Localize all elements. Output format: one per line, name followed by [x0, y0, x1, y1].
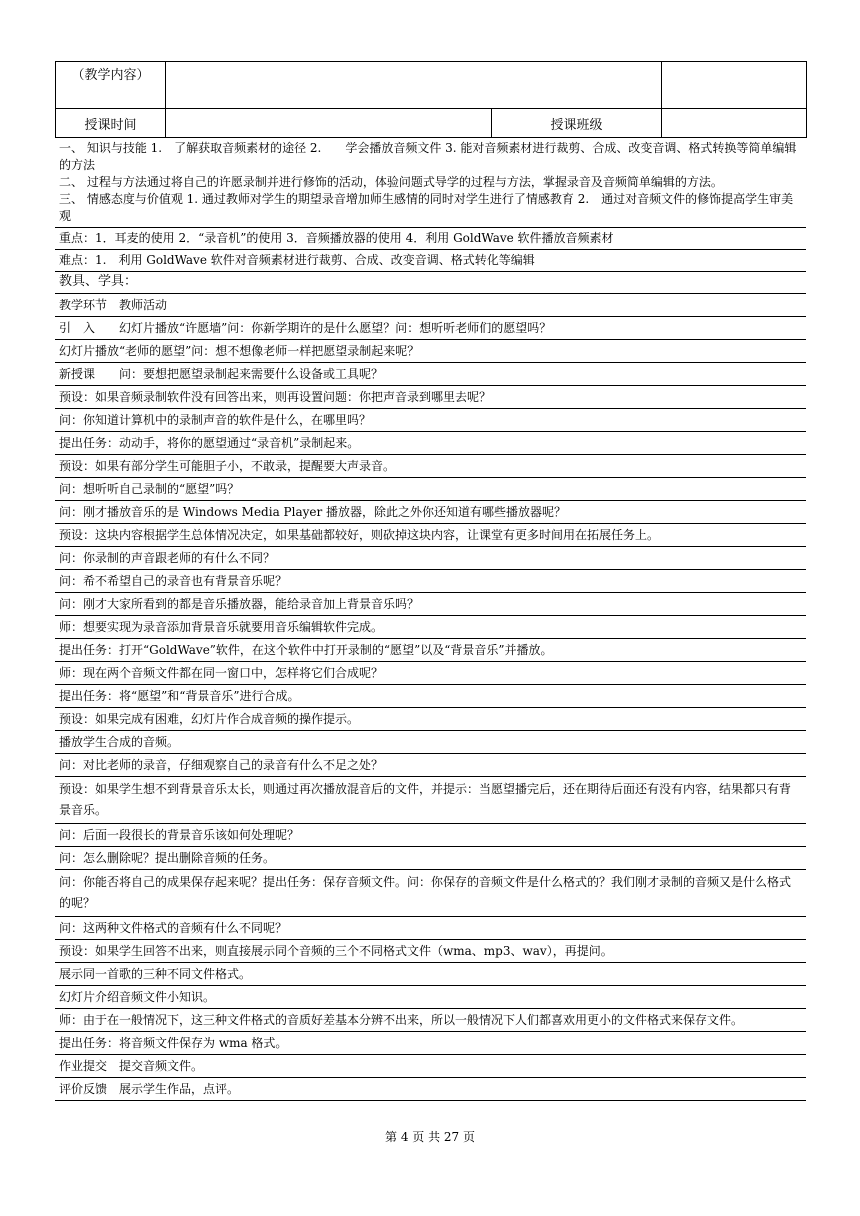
activity-row: 问：你知道计算机中的录制声音的软件是什么，在哪里吗？	[55, 409, 806, 432]
activity-row: 问：这两种文件格式的音频有什么不同呢？	[55, 917, 806, 940]
activity-row: 问：希不希望自己的录音也有背景音乐呢？	[55, 570, 806, 593]
activity-row: 预设：如果音频录制软件没有回答出来，则再设置问题：你把声音录到哪里去呢？	[55, 386, 806, 409]
difficulties: 难点：1. 利用 GoldWave 软件对音频素材进行裁剪、合成、改变音调、格式转化等编辑	[55, 250, 806, 272]
activity-row: 预设：这块内容根据学生总体情况决定，如果基础都较好，则砍掉这块内容，让课堂有更多时间用在拓展任务上。	[55, 524, 806, 547]
key-points: 重点：1．耳麦的使用 2．“录音机”的使用 3．音频播放器的使用 4．利用 GoldWave 软件播放音频素材	[55, 228, 806, 250]
activity-row: 预设：如果有部分学生可能胆子小，不敢录，提醒要大声录音。	[55, 455, 806, 478]
activity-row: 师：想要实现为录音添加背景音乐就要用音乐编辑软件完成。	[55, 616, 806, 639]
activity-row-long-1: 预设：如果学生想不到背景音乐太长，则通过再次播放混音后的文件，并提示：当愿望播完后，还在期待后面还有没有内容，结果都只有背景音乐。	[55, 777, 806, 824]
activity-row: 提出任务：打开“GoldWave”软件，在这个软件中打开录制的“愿望”以及“背景音乐”并播放。	[55, 639, 806, 662]
activity-row: 评价反馈 展示学生作品，点评。	[55, 1078, 806, 1101]
activity-row-long-2: 问：你能否将自己的成果保存起来呢？提出任务：保存音频文件。问：你保存的音频文件是什么格式的？我们刚才录制的音频又是什么格式的呢？	[55, 870, 806, 917]
activity-row: 问：后面一段很长的背景音乐该如何处理呢？	[55, 824, 806, 847]
class-label: 授课班级	[492, 109, 662, 138]
activity-row: 作业提交 提交音频文件。	[55, 1055, 806, 1078]
activity-row: 播放学生合成的音频。	[55, 731, 806, 754]
content-extra-cell	[662, 62, 807, 109]
objective-process: 二、 过程与方法通过将自己的许愿录制并进行修饰的活动，体验问题式导学的过程与方法，掌握录音及音频简单编辑的方法。	[59, 175, 723, 189]
activity-row: 预设：如果完成有困难，幻灯片作合成音频的操作提示。	[55, 708, 806, 731]
activity-row: 师：由于在一般情况下，这三种文件格式的音质好差基本分辨不出来，所以一般情况下人们都喜欢用更小的文件格式来保存文件。	[55, 1009, 806, 1032]
activity-row: 问：刚才大家所看到的都是音乐播放器，能给录音加上背景音乐吗？	[55, 593, 806, 616]
activity-row: 新授课 问：要想把愿望录制起来需要什么设备或工具呢？	[55, 363, 806, 386]
activity-row: 幻灯片介绍音频文件小知识。	[55, 986, 806, 1009]
activity-row: 师：现在两个音频文件都在同一窗口中，怎样将它们合成呢？	[55, 662, 806, 685]
activity-list-1	[55, 294, 806, 777]
page-footer: 第 4 页 共 27 页	[385, 1130, 475, 1144]
activity-row: 提出任务：动动手，将你的愿望通过“录音机”录制起来。	[55, 432, 806, 455]
activity-row: 问：怎么删除呢？提出删除音频的任务。	[55, 847, 806, 870]
time-label: 授课时间	[56, 109, 166, 138]
content-cell	[166, 62, 662, 109]
activity-list-3	[55, 917, 806, 1101]
activity-row: 幻灯片播放“老师的愿望”问：想不想像老师一样把愿望录制起来呢？	[55, 340, 806, 363]
activity-row: 预设：如果学生回答不出来，则直接展示同个音频的三个不同格式文件（wma、mp3、wav），再提问。	[55, 940, 806, 963]
tools: 教具、学具：	[55, 272, 806, 294]
activity-row: 问：刚才播放音乐的是 Windows Media Player 播放器，除此之外你还知道有哪些播放器呢？	[55, 501, 806, 524]
header-table	[55, 61, 807, 138]
lesson-body	[55, 138, 806, 1101]
activity-list-2	[55, 824, 806, 870]
activity-row: 提出任务：将音频文件保存为 wma 格式。	[55, 1032, 806, 1055]
objective-emotion: 三、 情感态度与价值观 1. 通过教师对学生的期望录音增加师生感情的同时对学生进行了情感教育 2. 通过对音频文件的修饰提高学生审美观	[59, 192, 794, 223]
time-value-cell	[166, 109, 492, 138]
lesson-plan-page	[55, 61, 806, 1101]
activity-row: 问：对比老师的录音，仔细观察自己的录音有什么不足之处？	[55, 754, 806, 777]
class-value-cell	[662, 109, 807, 138]
activity-row: 引 入 幻灯片播放“许愿墙”问：你新学期许的是什么愿望？问：想听听老师们的愿望吗？	[55, 317, 806, 340]
activity-row: 问：你录制的声音跟老师的有什么不同？	[55, 547, 806, 570]
activity-row: 提出任务：将“愿望”和“背景音乐”进行合成。	[55, 685, 806, 708]
objectives-block	[55, 138, 806, 228]
content-label: （教学内容）	[56, 62, 166, 109]
activity-row: 教学环节 教师活动	[55, 294, 806, 317]
activity-row: 展示同一首歌的三种不同文件格式。	[55, 963, 806, 986]
objective-knowledge: 一、 知识与技能 1. 了解获取音频素材的途径 2. 学会播放音频文件 3. 能对音频素材进行裁剪、合成、改变音调、格式转换等简单编辑的方法	[59, 141, 797, 172]
activity-row: 问：想听听自己录制的“愿望”吗？	[55, 478, 806, 501]
